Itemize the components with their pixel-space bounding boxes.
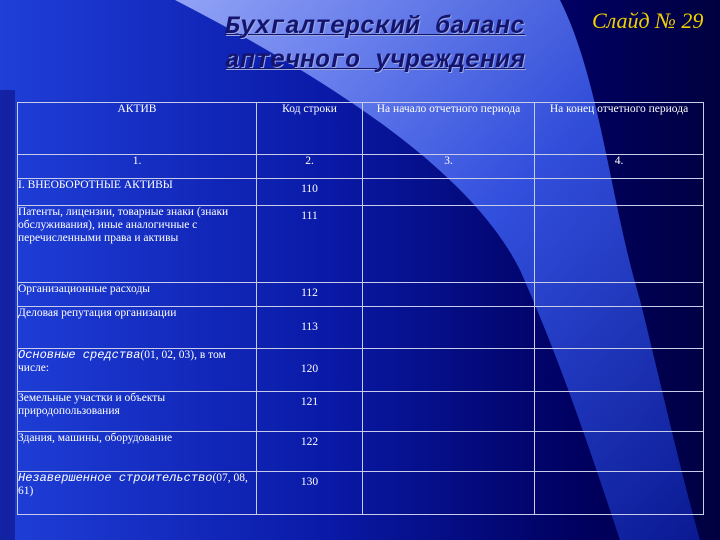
header-period-start: На начало отчетного периода [363, 103, 535, 155]
value-start [363, 307, 535, 349]
value-start [363, 283, 535, 307]
row-item: Земельные участки и объекты природопользования [18, 392, 257, 432]
row-item [18, 349, 257, 392]
value-end [535, 432, 704, 472]
row-item-suffix: (07, 08, 61) [18, 472, 248, 497]
column-number-row [18, 155, 704, 179]
value-start [363, 472, 535, 515]
table-row [18, 307, 704, 349]
row-item [18, 472, 257, 515]
value-end [535, 349, 704, 392]
value-start [363, 179, 535, 206]
column-number: 1. [18, 155, 257, 179]
table-row [18, 206, 704, 283]
row-code: 121 [257, 392, 363, 432]
value-start [363, 392, 535, 432]
value-end [535, 472, 704, 515]
balance-table [17, 102, 704, 515]
title-line-1: Бухгалтерский баланс [224, 12, 526, 41]
value-end [535, 283, 704, 307]
value-end [535, 307, 704, 349]
table-row [18, 432, 704, 472]
row-code: 120 [257, 349, 363, 392]
row-item-italic: Основные средства [18, 348, 141, 362]
row-code: 112 [257, 283, 363, 307]
row-item: Деловая репутация организации [18, 307, 257, 349]
row-item-suffix: (01, 02, 03), в том числе: [18, 349, 226, 374]
header-period-end: На конец отчетного периода [535, 103, 704, 155]
table-row [18, 179, 704, 206]
value-start [363, 206, 535, 283]
row-item: I. ВНЕОБОРОТНЫЕ АКТИВЫ [18, 179, 257, 206]
column-number: 2. [257, 155, 363, 179]
row-item-italic: Незавершенное строительство [18, 471, 213, 485]
row-code: 122 [257, 432, 363, 472]
column-number: 3. [363, 155, 535, 179]
value-end [535, 206, 704, 283]
header-line-code: Код строки [257, 103, 363, 155]
header-row [18, 103, 704, 155]
table-row [18, 472, 704, 515]
column-number: 4. [535, 155, 704, 179]
table-row [18, 392, 704, 432]
value-end [535, 392, 704, 432]
row-code: 113 [257, 307, 363, 349]
value-start [363, 349, 535, 392]
slide-number: Слайд № 29 [592, 8, 704, 33]
value-start [363, 432, 535, 472]
title-line-2: аптечного учреждения [224, 46, 526, 75]
table-row [18, 283, 704, 307]
row-code: 111 [257, 206, 363, 283]
value-end [535, 179, 704, 206]
slide-title [190, 10, 560, 78]
row-code: 130 [257, 472, 363, 515]
row-item: Здания, машины, оборудование [18, 432, 257, 472]
row-code: 110 [257, 179, 363, 206]
table-row [18, 349, 704, 392]
row-item: Организационные расходы [18, 283, 257, 307]
row-item: Патенты, лицензии, товарные знаки (знаки обслуживания), иные аналогичные с перечисленными права и активы [18, 206, 257, 283]
header-asset: АКТИВ [18, 103, 257, 155]
